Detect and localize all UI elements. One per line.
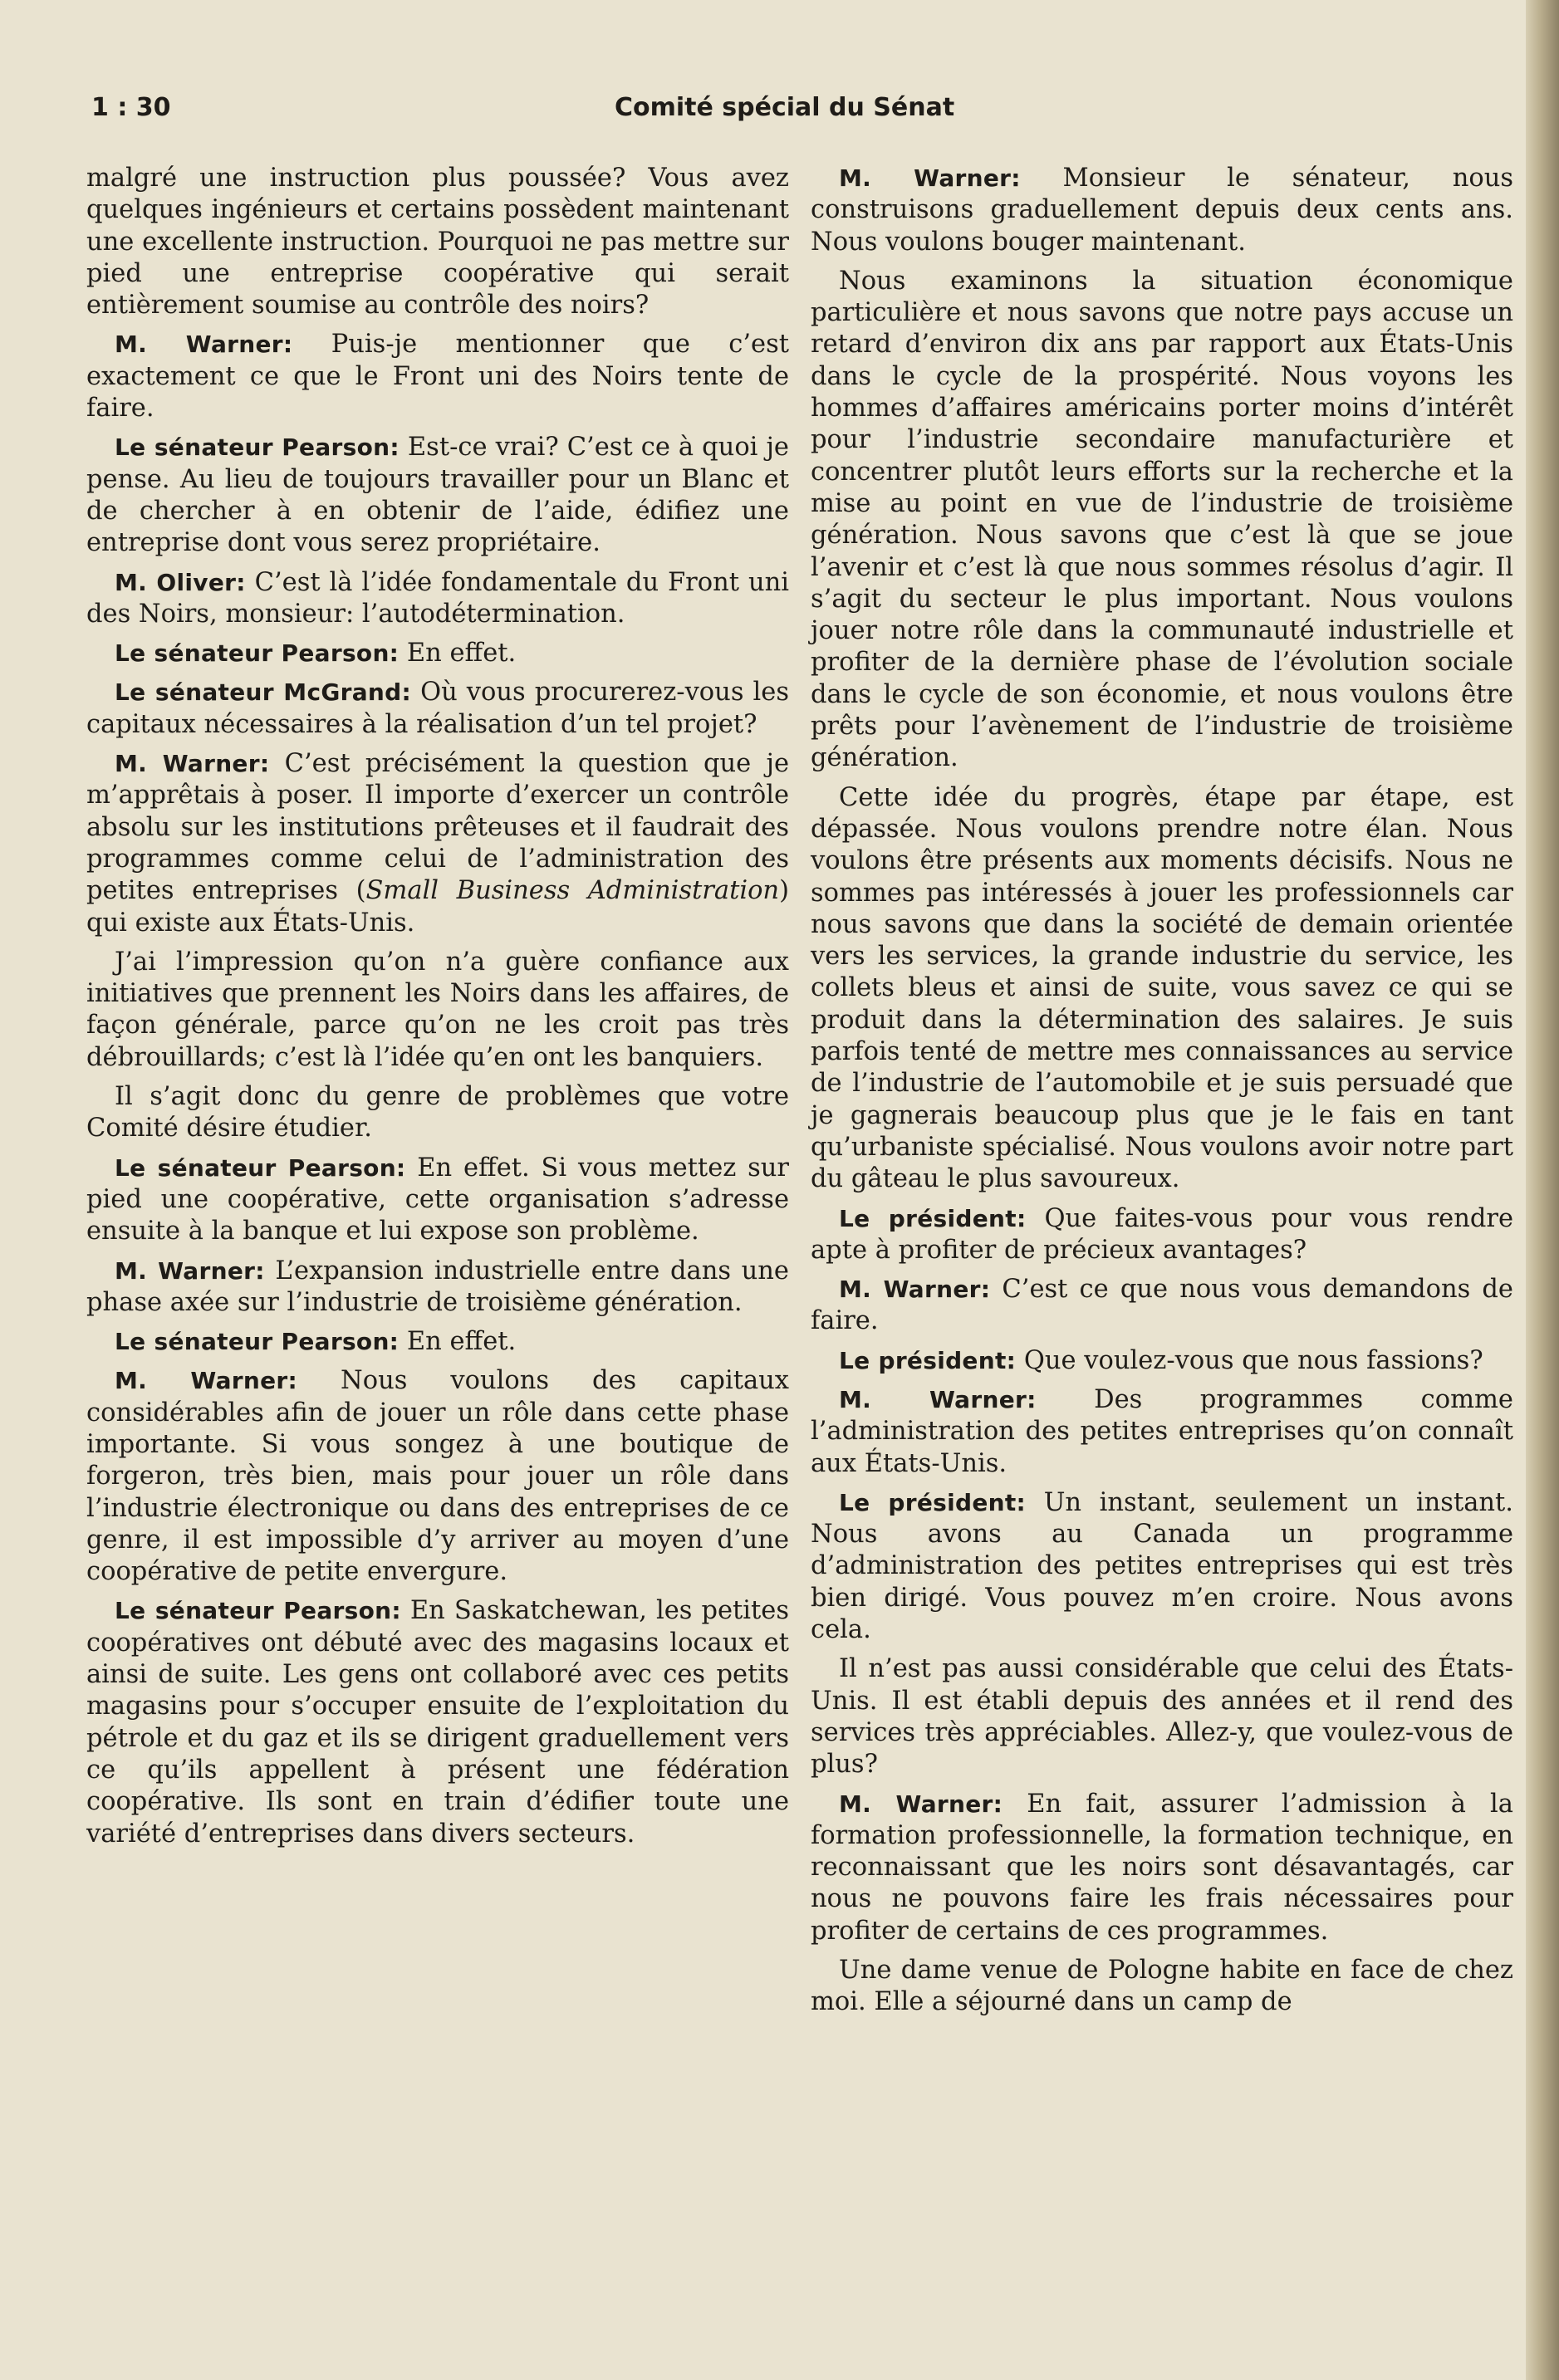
paragraph-text: Il n’est pas aussi considérable que celui des États-Unis. Il est établi depuis des années et il rend des services très appréciables. Allez-y, que voulez-vous de plus?: [811, 1654, 1513, 1780]
paragraph-text: Est-ce vrai? C’est ce à quoi je pense. Au lieu de toujours travailler pour un Blanc et de chercher à en obtenir de l’aide, édifiez une entreprise dont vous serez propriétaire.: [86, 433, 789, 558]
speaker-paragraph: [86, 329, 789, 424]
speaker-paragraph: [86, 677, 789, 741]
paragraph-text: En effet.: [406, 639, 517, 668]
speaker-paragraph: [811, 1789, 1513, 1947]
speaker-paragraph: [86, 1326, 789, 1358]
speaker-name: Le sénateur Pearson:: [115, 433, 400, 462]
speaker-paragraph: [811, 1203, 1513, 1267]
speaker-paragraph: [86, 1256, 789, 1320]
speaker-name: M. Warner:: [115, 1367, 298, 1395]
paragraph-text-after: ) qui existe aux États-Unis.: [86, 876, 789, 938]
italic-term: Small Business Administration: [365, 876, 780, 906]
paragraph-text: C’est précisément la question que je m’apprêtais à poser. Il importe d’exercer un contrôle absolu sur les institutions prêteuses et il faudrait des programmes comme celui de l’administration des petites entreprises (: [86, 749, 789, 906]
speaker-paragraph: [811, 1274, 1513, 1338]
paragraph-text: C’est ce que nous vous demandons de faire.: [811, 1275, 1513, 1336]
paragraph-text: En effet.: [406, 1327, 517, 1357]
speaker-name: M. Warner:: [839, 1790, 1003, 1818]
speaker-paragraph: [811, 163, 1513, 258]
speaker-paragraph: [811, 1487, 1513, 1646]
speaker-name: M. Warner:: [115, 331, 293, 359]
paragraph: [86, 947, 789, 1074]
paragraph-text: En Saskatchewan, les petites coopératives ont débuté avec des magasins locaux et ainsi de suite. Les gens ont collaboré avec ces petits magasins pour s’occuper ensuite de l’exploitation du pétrole et du gaz et ils se dirigent graduellement vers ce qu’ils appellent à présent une fédération coopérative. Ils sont en train d’édifier toute une variété d’entreprises dans divers secteurs.: [86, 1596, 789, 1849]
paragraph-text: En fait, assurer l’admission à la formation professionnelle, la formation technique, en reconnaissant que les noirs sont désavantagés, car nous ne pouvons faire les frais nécessaires pour profiter de certains de ces programmes.: [811, 1789, 1513, 1946]
paragraph-text: Une dame venue de Pologne habite en face de chez moi. Elle a séjourné dans un camp de: [811, 1956, 1513, 2017]
speaker-paragraph: [86, 567, 789, 631]
speaker-paragraph: [86, 1153, 789, 1248]
speaker-paragraph: [86, 748, 789, 939]
speaker-name: Le sénateur Pearson:: [115, 639, 400, 668]
paragraph: [811, 1653, 1513, 1780]
paragraph-text: Un instant, seulement un instant. Nous avons au Canada un programme d’administration des petites entreprises qui est très bien dirigé. Vous pouvez m’en croire. Nous avons cela.: [811, 1487, 1513, 1645]
paragraph-text: J’ai l’impression qu’on n’a guère confiance aux initiatives que prennent les Noirs dans les affaires, de façon générale, parce qu’on ne les croit pas très débrouillards; c’est là l’idée qu’en ont les banquiers.: [86, 947, 789, 1072]
speaker-name: Le sénateur Pearson:: [115, 1153, 406, 1182]
running-title: Comité spécial du Sénat: [615, 93, 955, 122]
right-column: [811, 163, 1513, 2026]
paragraph: [811, 782, 1513, 1196]
paragraph-text: Il s’agit donc du genre de problèmes que votre Comité désire étudier.: [86, 1082, 789, 1143]
speaker-paragraph: [86, 432, 789, 559]
paragraph-text: L’expansion industrielle entre dans une phase axée sur l’industrie de troisième génération.: [86, 1256, 789, 1317]
paragraph-text: Que faites-vous pour vous rendre apte à profiter de précieux avantages?: [811, 1203, 1513, 1265]
speaker-name: Le sénateur McGrand:: [115, 678, 411, 707]
speaker-name: M. Warner:: [839, 164, 1021, 192]
speaker-name: M. Oliver:: [115, 568, 246, 596]
paragraph-text: Que voulez-vous que nous fassions?: [1023, 1345, 1483, 1375]
speaker-paragraph: [86, 1595, 789, 1849]
paragraph-text: Des programmes comme l’administration des petites entreprises qu’on connaît aux États-Unis.: [811, 1384, 1513, 1478]
paragraph-text: malgré une instruction plus poussée? Vous avez quelques ingénieurs et certains possèdent maintenant une excellente instruction. Pourquoi ne pas mettre sur pied une entreprise coopérative qui serait entièrement soumise au contrôle des noirs?: [86, 164, 789, 321]
page-number: 1 : 30: [91, 93, 171, 122]
paragraph-text: Cette idée du progrès, étape par étape, est dépassée. Nous voulons prendre notre élan. Nous voulons être présents aux moments décisifs. Nous ne sommes pas intéressés à jouer les professionnels car nous savons que dans la société de demain orientée vers les services, la grande industrie du service, les collets bleus et ainsi de suite, vous savez ce qui se produit dans la détermination des salaires. Je suis parfois tenté de mettre mes connaissances au service de l’industrie de l’automobile et je suis persuadé que je gagnerais beaucoup plus que je le fais en tant qu’urbaniste spécialisé. Nous voulons avoir notre part du gâteau le plus savoureux.: [811, 782, 1513, 1194]
page-binding-edge: [1526, 0, 1559, 2380]
paragraph: [86, 1081, 789, 1145]
paragraph-text: En effet. Si vous mettez sur pied une coopérative, cette organisation s’adresse ensuite à la banque et lui expose son problème.: [86, 1153, 789, 1246]
speaker-name: M. Warner:: [839, 1385, 1037, 1413]
speaker-name: Le président:: [839, 1346, 1017, 1374]
paragraph-text: Où vous procurerez-vous les capitaux nécessaires à la réalisation d’un tel projet?: [86, 678, 789, 739]
speaker-paragraph: [811, 1384, 1513, 1480]
paragraph-text: Puis-je mentionner que c’est exactement ce que le Front uni des Noirs tente de faire.: [86, 330, 789, 424]
paragraph: [811, 1955, 1513, 2019]
speaker-name: Le président:: [839, 1488, 1027, 1516]
speaker-name: Le sénateur Pearson:: [115, 1597, 401, 1625]
speaker-name: Le sénateur Pearson:: [115, 1328, 400, 1356]
paragraph: [811, 266, 1513, 775]
paragraph-text: Nous voulons des capitaux considérables afin de jouer un rôle dans cette phase importante. Si vous songez à une boutique de forgeron, très bien, mais pour jouer un rôle dans l’industrie électronique ou dans des entreprises de ce genre, il est impossible d’y arriver au moyen d’une coopérative de petite envergure.: [86, 1366, 789, 1587]
paragraph-text: Nous examinons la situation économique particulière et nous savons que notre pays accuse un retard d’environ dix ans par rapport aux États-Unis dans le cycle de la prospérité. Nous voyons les hommes d’affaires américains porter moins d’intérêt pour l’industrie secondaire manufacturière et concentrer plutôt leurs efforts sur la recherche et la mise au point en vue de l’industrie de troisième génération. Nous savons que c’est là que se joue l’avenir et c’est là que nous sommes résolus d’agir. Il s’agit du secteur le plus important. Nous voulons jouer notre rôle dans la communauté industrielle et profiter de la dernière phase de l’évolution sociale dans le cycle de son économie, et nous voulons être prêts pour l’avènement de l’industrie de troisième génération.: [811, 266, 1513, 773]
speaker-name: M. Warner:: [839, 1276, 991, 1304]
paragraph: [86, 163, 789, 321]
paragraph-text: C’est là l’idée fondamentale du Front uni des Noirs, monsieur: l’autodétermination.: [86, 567, 789, 629]
speaker-paragraph: [86, 1365, 789, 1588]
paragraph-text: Monsieur le sénateur, nous construisons graduellement depuis deux cents ans. Nous voulons bouger maintenant.: [811, 164, 1513, 257]
left-column: [86, 163, 789, 1858]
speaker-name: Le président:: [839, 1204, 1027, 1232]
speaker-paragraph: [86, 638, 789, 669]
speaker-name: M. Warner:: [115, 750, 270, 778]
running-header: [91, 93, 1487, 135]
speaker-name: M. Warner:: [115, 1256, 265, 1285]
speaker-paragraph: [811, 1345, 1513, 1377]
